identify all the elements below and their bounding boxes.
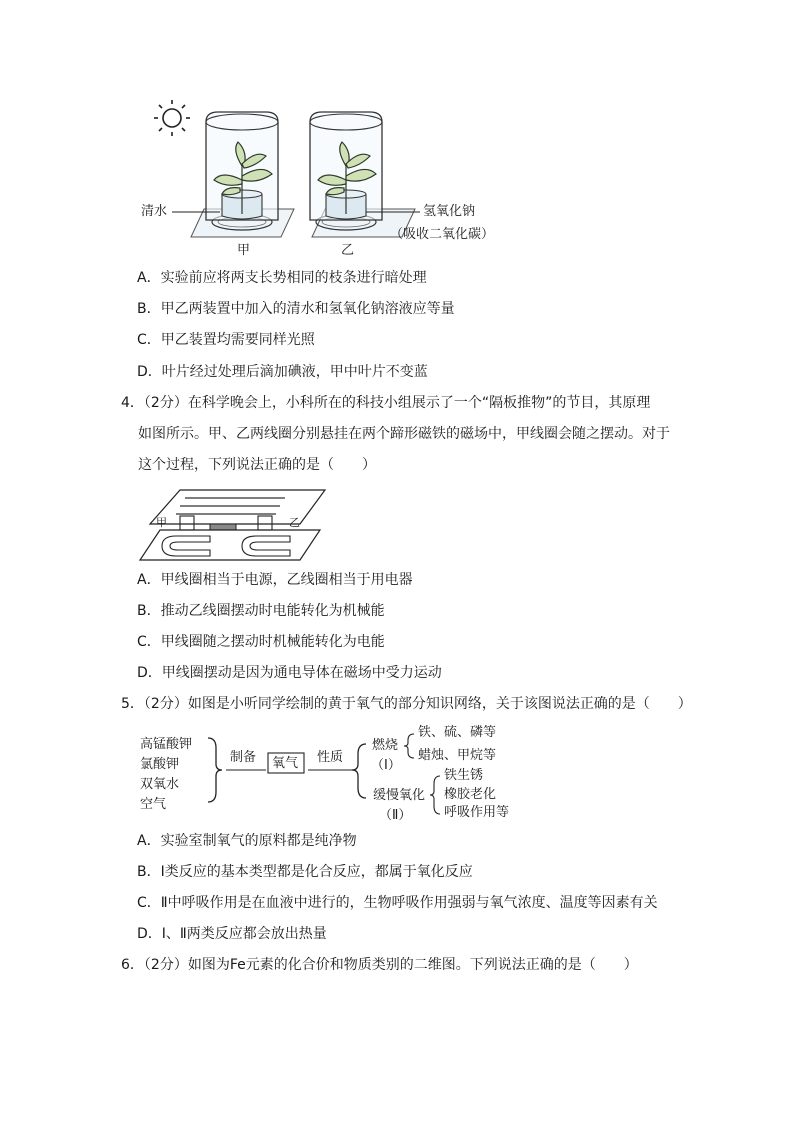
option-b: B．Ⅰ类反应的基本类型都是化合反应，都属于氧化反应	[137, 864, 473, 880]
slow-class-label: （Ⅱ）	[379, 808, 412, 823]
option-c: C．Ⅱ中呼吸作用是在血液中进行的，生物呼吸作用强弱与氧气浓度、温度等因素有关	[137, 895, 658, 911]
slow-item-3: 呼吸作用等	[444, 805, 510, 820]
option-d: D．叶片经过处理后滴加碘液，甲中叶片不变蓝	[137, 364, 428, 380]
left-jar-liquid-label: 清水	[141, 204, 168, 219]
question-stem-line-2: 如图所示。甲、乙两线圈分别悬挂在两个蹄形磁铁的磁场中，甲线圈会随之摆动。对于	[138, 426, 670, 442]
option-b: B．甲乙两装置中加入的清水和氢氧化钠溶液应等量	[137, 301, 455, 317]
material-2: 氯酸钾	[140, 757, 180, 772]
option-b: B．推动乙线圈摆动时电能转化为机械能	[137, 603, 385, 619]
material-3: 双氧水	[140, 777, 180, 792]
jar-right-caption: 乙	[341, 243, 355, 258]
question-stem-line-1: 5．（2分）如图是小听同学绘制的黄于氧气的部分知识网络，关于该图说法正确的是（ ）	[121, 696, 692, 712]
option-a: A．实验室制氧气的原料都是纯净物	[137, 833, 357, 849]
property-label: 性质	[317, 750, 344, 765]
oxygen-center-label: 氧气	[272, 756, 299, 771]
burn-label: 燃烧	[372, 738, 399, 753]
slow-item-2: 橡胶老化	[444, 787, 497, 802]
coil-yi-label: 乙	[289, 516, 300, 529]
option-a: A．甲线圈相当于电源，乙线圈相当于用电器	[137, 572, 413, 588]
option-d: D．Ⅰ、Ⅱ两类反应都会放出热量	[137, 926, 327, 942]
question-stem-line-1: 4．（2分）在科学晚会上，小科所在的科技小组展示了一个“隔板推物”的节目，其原理	[121, 395, 651, 411]
option-c: C．甲乙装置均需要同样光照	[137, 332, 315, 348]
burn-item-1: 铁、硫、磷等	[418, 725, 497, 740]
slow-oxidation-label: 缓慢氧化	[373, 788, 426, 803]
question-stem-line-1: 6．（2分）如图为Fe元素的化合价和物质类别的二维图。下列说法正确的是（ ）	[121, 957, 638, 973]
option-c: C．甲线圈随之摆动时机械能转化为电能	[137, 634, 385, 650]
coil-jia-label: 甲	[156, 516, 167, 529]
burn-item-2: 蜡烛、甲烷等	[418, 748, 497, 763]
jar-left-caption: 甲	[237, 243, 251, 258]
option-d: D．甲线圈摆动是因为通电导体在磁场中受力运动	[137, 665, 442, 681]
sun-icon	[154, 100, 190, 136]
slow-item-1: 铁生锈	[444, 768, 484, 783]
right-jar-liquid-note: （吸收二氧化碳）	[390, 227, 495, 242]
prep-label: 制备	[230, 750, 257, 765]
material-1: 高锰酸钾	[140, 737, 193, 752]
burn-class-label: （Ⅰ）	[371, 758, 401, 773]
right-jar-liquid-label: 氢氧化钠	[423, 204, 476, 219]
material-4: 空气	[140, 797, 167, 812]
coil-magnet-diagram	[0, 484, 794, 564]
question-stem-line-3: 这个过程，下列说法正确的是（ ）	[138, 457, 376, 473]
option-a: A．实验前应将两支长势相同的枝条进行暗处理	[137, 270, 427, 286]
